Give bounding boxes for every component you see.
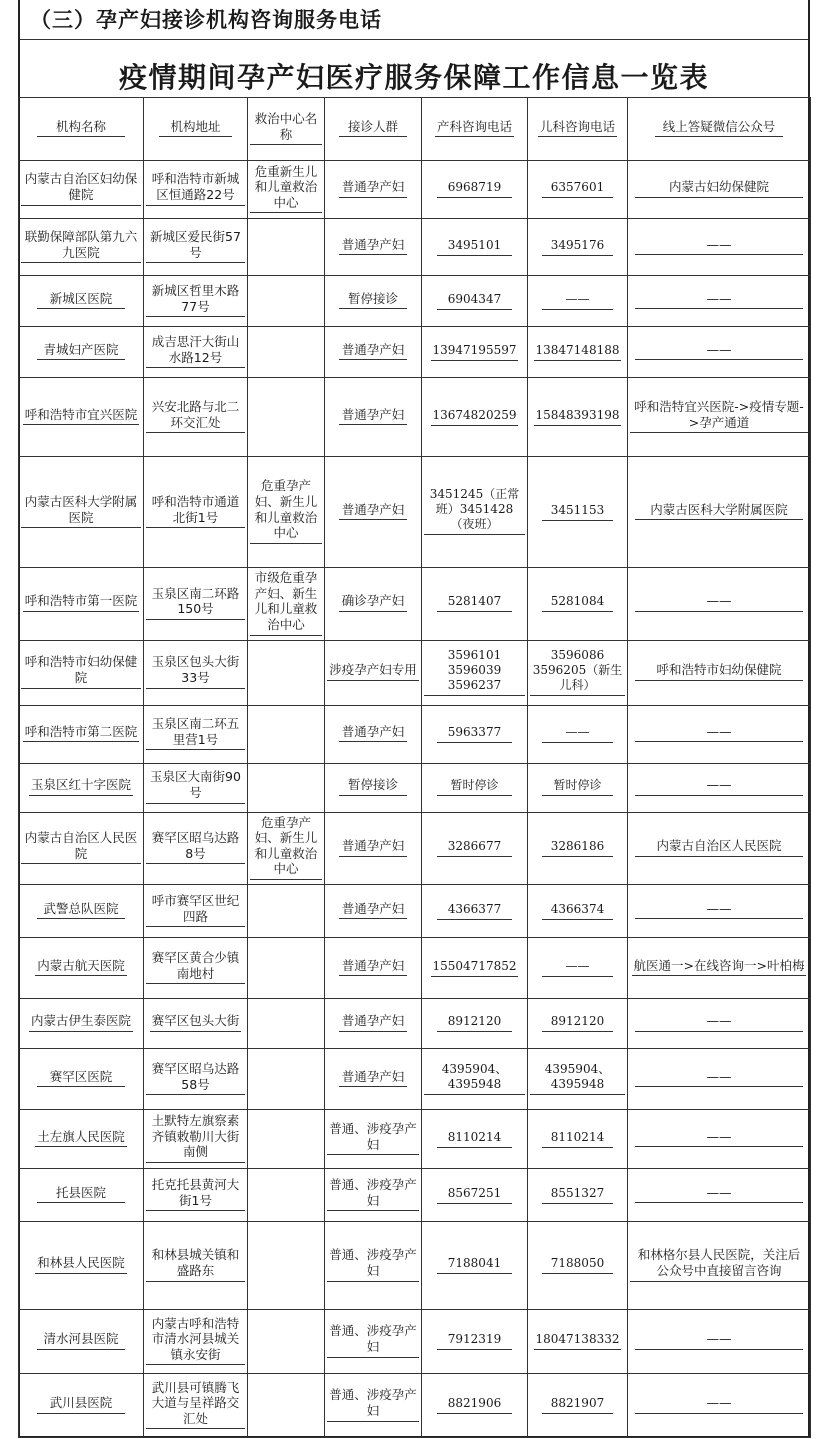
wechat-account-cell	[628, 327, 811, 378]
obstetrics-phone: 8821906	[437, 1396, 512, 1414]
pediatrics-phone-cell	[528, 1374, 628, 1438]
rescue-center-cell	[248, 1310, 325, 1374]
pediatrics-phone: 3286186	[542, 839, 613, 857]
institution-address: 呼市赛罕区世纪四路	[146, 893, 245, 927]
institution-name-cell	[19, 885, 144, 938]
patient-group-cell	[325, 999, 422, 1049]
obstetrics-phone: 3495101	[437, 238, 512, 256]
institution-name: 内蒙古航天医院	[35, 958, 127, 977]
pediatrics-phone-cell	[528, 1310, 628, 1374]
institution-name-cell	[19, 763, 144, 812]
wechat-account: ——	[635, 1129, 803, 1148]
table-row	[19, 812, 811, 885]
obstetrics-phone: 3596101 3596039 3596237	[424, 648, 525, 696]
institution-name-cell	[19, 378, 144, 457]
rescue-center-cell	[248, 999, 325, 1049]
pediatrics-phone-cell	[528, 1222, 628, 1310]
wechat-account: ——	[635, 342, 803, 361]
wechat-account: ——	[635, 237, 803, 256]
wechat-account-cell	[628, 568, 811, 641]
institution-name-cell	[19, 161, 144, 219]
patient-group-cell	[325, 276, 422, 327]
patient-group-cell	[325, 1310, 422, 1374]
institution-name-cell	[19, 1049, 144, 1110]
patient-group: 普通孕产妇	[339, 958, 407, 977]
table-row	[19, 276, 811, 327]
institution-name: 玉泉区红十字医院	[29, 777, 133, 796]
rescue-center: 危重孕产妇、新生儿和儿童救治中心	[250, 815, 322, 881]
table-row	[19, 161, 811, 219]
wechat-account-cell	[628, 938, 811, 999]
patient-group: 涉疫孕产妇专用	[327, 662, 419, 681]
institution-address-cell	[144, 327, 248, 378]
patient-group-cell	[325, 327, 422, 378]
obstetrics-phone: 13947195597	[431, 343, 519, 361]
pediatrics-phone: ——	[542, 292, 613, 310]
hospital-info-table	[18, 97, 811, 1438]
patient-group: 普通孕产妇	[339, 1069, 407, 1088]
table-row	[19, 1222, 811, 1310]
institution-name: 内蒙古伊生泰医院	[29, 1013, 133, 1032]
wechat-account: ——	[635, 1069, 803, 1088]
wechat-account: 内蒙古医科大学附属医院	[635, 502, 803, 521]
institution-name: 呼和浩特市第二医院	[23, 724, 140, 743]
institution-name-cell	[19, 568, 144, 641]
patient-group-cell	[325, 1374, 422, 1438]
pediatrics-phone: 18047138332	[534, 1332, 622, 1350]
institution-name: 呼和浩特市第一医院	[23, 593, 140, 612]
table-row	[19, 1049, 811, 1110]
institution-name-cell	[19, 457, 144, 568]
institution-name: 赛罕区医院	[37, 1069, 125, 1088]
institution-address-cell	[144, 812, 248, 885]
column-header-group: 接诊人群	[325, 98, 422, 161]
divider	[20, 39, 808, 40]
patient-group: 普通孕产妇	[339, 838, 407, 857]
pediatrics-phone-cell	[528, 568, 628, 641]
patient-group-cell	[325, 219, 422, 276]
table-header-row	[19, 98, 811, 161]
institution-name-cell	[19, 812, 144, 885]
pediatrics-phone-cell	[528, 1110, 628, 1169]
wechat-account-cell	[628, 1374, 811, 1438]
institution-address: 玉泉区南二环路150号	[146, 586, 245, 620]
wechat-account-cell	[628, 1049, 811, 1110]
institution-address: 呼和浩特市通道北街1号	[146, 494, 245, 528]
table-row	[19, 378, 811, 457]
wechat-account-cell	[628, 1110, 811, 1169]
institution-name: 武警总队医院	[37, 901, 125, 920]
patient-group: 普通孕产妇	[339, 1013, 407, 1032]
institution-address-cell	[144, 457, 248, 568]
patient-group-cell	[325, 1110, 422, 1169]
patient-group: 普通孕产妇	[339, 237, 407, 256]
obstetrics-phone-cell	[422, 812, 528, 885]
rescue-center: 市级危重孕产妇、新生儿和儿童救治中心	[250, 570, 322, 636]
obstetrics-phone-cell	[422, 327, 528, 378]
patient-group-cell	[325, 1169, 422, 1222]
institution-address: 托克托县黄河大街1号	[146, 1177, 245, 1211]
obstetrics-phone-cell	[422, 378, 528, 457]
obstetrics-phone-cell	[422, 1222, 528, 1310]
rescue-center-cell	[248, 276, 325, 327]
institution-name-cell	[19, 999, 144, 1049]
table-row	[19, 763, 811, 812]
table-row	[19, 219, 811, 276]
institution-address: 内蒙古呼和浩特市清水河县城关镇永安街	[146, 1316, 245, 1366]
table-row	[19, 1310, 811, 1374]
table-row	[19, 327, 811, 378]
institution-name-cell	[19, 1222, 144, 1310]
pediatrics-phone: 8110214	[542, 1130, 613, 1148]
obstetrics-phone: 6904347	[437, 292, 512, 310]
pediatrics-phone-cell	[528, 219, 628, 276]
institution-name-cell	[19, 1310, 144, 1374]
obstetrics-phone: 7912319	[437, 1332, 512, 1350]
pediatrics-phone: 4366374	[542, 902, 613, 920]
patient-group-cell	[325, 161, 422, 219]
wechat-account: 呼和浩特宜兴医院->疫情专题->孕产通道	[630, 399, 808, 433]
rescue-center: 危重孕产妇、新生儿和儿童救治中心	[250, 478, 322, 544]
pediatrics-phone-cell	[528, 457, 628, 568]
institution-address: 玉泉区大南街90号	[146, 769, 245, 803]
obstetrics-phone-cell	[422, 1310, 528, 1374]
patient-group: 普通孕产妇	[339, 724, 407, 743]
column-header-center: 救治中心名称	[248, 98, 325, 161]
pediatrics-phone: 6357601	[542, 180, 613, 198]
pediatrics-phone: 8912120	[542, 1014, 613, 1032]
obstetrics-phone-cell	[422, 1374, 528, 1438]
patient-group: 暂停接诊	[339, 291, 407, 310]
pediatrics-phone-cell	[528, 1169, 628, 1222]
pediatrics-phone-cell	[528, 812, 628, 885]
obstetrics-phone: 8912120	[437, 1014, 512, 1032]
obstetrics-phone-cell	[422, 938, 528, 999]
obstetrics-phone-cell	[422, 219, 528, 276]
institution-name-cell	[19, 327, 144, 378]
document-title: 疫情期间孕产妇医疗服务保障工作信息一览表	[118, 61, 709, 94]
pediatrics-phone: 7188050	[542, 1256, 613, 1274]
institution-address: 新城区爱民街57号	[146, 229, 245, 263]
pediatrics-phone: 15848393198	[534, 408, 622, 426]
column-header-address: 机构地址	[144, 98, 248, 161]
patient-group: 普通、涉疫孕产妇	[327, 1387, 419, 1421]
wechat-account: ——	[635, 1331, 803, 1350]
institution-address-cell	[144, 885, 248, 938]
rescue-center-cell	[248, 327, 325, 378]
wechat-account: ——	[635, 1395, 803, 1414]
institution-name: 联勤保障部队第九六九医院	[21, 229, 141, 263]
institution-address: 玉泉区南二环五里营1号	[146, 716, 245, 750]
institution-address-cell	[144, 938, 248, 999]
institution-address-cell	[144, 378, 248, 457]
obstetrics-phone-cell	[422, 161, 528, 219]
wechat-account: 呼和浩特市妇幼保健院	[635, 662, 803, 681]
obstetrics-phone-cell	[422, 276, 528, 327]
institution-name: 托县医院	[37, 1185, 125, 1204]
obstetrics-phone-cell	[422, 568, 528, 641]
obstetrics-phone-cell	[422, 1169, 528, 1222]
column-header-name: 机构名称	[19, 98, 144, 161]
institution-address: 土默特左旗察素齐镇敕勒川大街南侧	[146, 1113, 245, 1163]
institution-address-cell	[144, 763, 248, 812]
pediatrics-phone: 8821907	[542, 1396, 613, 1414]
wechat-account-cell	[628, 1169, 811, 1222]
institution-address-cell	[144, 568, 248, 641]
wechat-account-cell	[628, 276, 811, 327]
institution-address-cell	[144, 1169, 248, 1222]
wechat-account: 和林格尔县人民医院，关注后公众号中直接留言咨询	[630, 1247, 808, 1281]
patient-group: 普通、涉疫孕产妇	[327, 1247, 419, 1281]
patient-group-cell	[325, 457, 422, 568]
institution-address-cell	[144, 999, 248, 1049]
pediatrics-phone: 暂时停诊	[542, 778, 613, 796]
patient-group: 普通、涉疫孕产妇	[327, 1323, 419, 1357]
pediatrics-phone: 13847148188	[534, 343, 622, 361]
institution-name: 内蒙古医科大学附属医院	[21, 494, 141, 528]
institution-name-cell	[19, 705, 144, 763]
pediatrics-phone-cell	[528, 276, 628, 327]
wechat-account: 内蒙古妇幼保健院	[635, 179, 803, 198]
rescue-center-cell	[248, 1049, 325, 1110]
wechat-account: ——	[635, 1013, 803, 1032]
table-row	[19, 568, 811, 641]
rescue-center-cell	[248, 1110, 325, 1169]
rescue-center-cell	[248, 812, 325, 885]
institution-name: 呼和浩特市妇幼保健院	[21, 654, 141, 688]
rescue-center-cell	[248, 1374, 325, 1438]
institution-name: 新城区医院	[37, 291, 125, 310]
column-header-wechat: 线上答疑微信公众号	[628, 98, 811, 161]
institution-address: 和林县城关镇和盛路东	[146, 1247, 245, 1281]
obstetrics-phone: 5281407	[437, 594, 512, 612]
institution-address: 赛罕区昭乌达路58号	[146, 1061, 245, 1095]
institution-name: 清水河县医院	[37, 1331, 125, 1350]
wechat-account-cell	[628, 161, 811, 219]
institution-address: 赛罕区昭乌达路8号	[146, 830, 245, 864]
patient-group-cell	[325, 640, 422, 705]
patient-group: 普通、涉疫孕产妇	[327, 1121, 419, 1155]
obstetrics-phone-cell	[422, 885, 528, 938]
obstetrics-phone-cell	[422, 640, 528, 705]
rescue-center: 危重新生儿和儿童救治中心	[250, 164, 322, 214]
table-row	[19, 938, 811, 999]
section-heading: （三）孕产妇接诊机构咨询服务电话	[30, 8, 382, 32]
wechat-account: 航医通一>在线咨询一>叶柏梅	[632, 958, 807, 977]
pediatrics-phone: 5281084	[542, 594, 613, 612]
table-row	[19, 705, 811, 763]
wechat-account-cell	[628, 1310, 811, 1374]
patient-group: 确诊孕产妇	[339, 593, 407, 612]
institution-address-cell	[144, 161, 248, 219]
pediatrics-phone-cell	[528, 763, 628, 812]
pediatrics-phone-cell	[528, 327, 628, 378]
rescue-center-cell	[248, 219, 325, 276]
obstetrics-phone: 5963377	[437, 725, 512, 743]
institution-address-cell	[144, 705, 248, 763]
institution-address: 呼和浩特市新城区恒通路22号	[146, 171, 245, 205]
institution-address: 赛罕区包头大街	[150, 1013, 242, 1032]
pediatrics-phone-cell	[528, 1049, 628, 1110]
wechat-account-cell	[628, 457, 811, 568]
institution-address-cell	[144, 219, 248, 276]
wechat-account-cell	[628, 640, 811, 705]
rescue-center-cell	[248, 378, 325, 457]
institution-address-cell	[144, 1049, 248, 1110]
column-header-ped-phone: 儿科咨询电话	[528, 98, 628, 161]
obstetrics-phone: 8567251	[437, 1186, 512, 1204]
institution-address: 武川县可镇腾飞大道与呈祥路交汇处	[146, 1380, 245, 1430]
institution-name: 呼和浩特市宜兴医院	[23, 407, 140, 426]
patient-group-cell	[325, 885, 422, 938]
wechat-account: 内蒙古自治区人民医院	[635, 838, 803, 857]
rescue-center-cell	[248, 457, 325, 568]
obstetrics-phone-cell	[422, 457, 528, 568]
wechat-account-cell	[628, 763, 811, 812]
patient-group: 普通孕产妇	[339, 407, 407, 426]
institution-address: 赛罕区黄合少镇南地村	[146, 950, 245, 984]
institution-name: 内蒙古自治区人民医院	[21, 830, 141, 864]
patient-group: 普通、涉疫孕产妇	[327, 1177, 419, 1211]
patient-group: 普通孕产妇	[339, 901, 407, 920]
obstetrics-phone-cell	[422, 705, 528, 763]
obstetrics-phone: 4395904、4395948	[424, 1062, 525, 1095]
patient-group: 普通孕产妇	[339, 342, 407, 361]
obstetrics-phone-cell	[422, 999, 528, 1049]
patient-group-cell	[325, 705, 422, 763]
pediatrics-phone-cell	[528, 161, 628, 219]
institution-name-cell	[19, 1374, 144, 1438]
obstetrics-phone: 15504717852	[431, 959, 519, 977]
institution-address: 新城区哲里木路77号	[146, 283, 245, 317]
patient-group-cell	[325, 568, 422, 641]
pediatrics-phone-cell	[528, 938, 628, 999]
table-row	[19, 885, 811, 938]
institution-name: 青城妇产医院	[37, 342, 125, 361]
pediatrics-phone: ——	[542, 725, 613, 743]
patient-group: 暂停接诊	[339, 777, 407, 796]
rescue-center-cell	[248, 568, 325, 641]
pediatrics-phone: 4395904、4395948	[530, 1062, 625, 1095]
table-row	[19, 457, 811, 568]
wechat-account: ——	[635, 901, 803, 920]
institution-name: 土左旗人民医院	[35, 1129, 127, 1148]
wechat-account: ——	[635, 1185, 803, 1204]
wechat-account-cell	[628, 1222, 811, 1310]
institution-name: 和林县人民医院	[35, 1255, 127, 1274]
table-row	[19, 640, 811, 705]
institution-name-cell	[19, 640, 144, 705]
wechat-account-cell	[628, 885, 811, 938]
institution-name-cell	[19, 1169, 144, 1222]
pediatrics-phone-cell	[528, 378, 628, 457]
obstetrics-phone: 13674820259	[431, 408, 519, 426]
institution-name-cell	[19, 1110, 144, 1169]
wechat-account-cell	[628, 378, 811, 457]
patient-group-cell	[325, 378, 422, 457]
table-row	[19, 1110, 811, 1169]
patient-group-cell	[325, 1049, 422, 1110]
institution-address-cell	[144, 276, 248, 327]
pediatrics-phone-cell	[528, 885, 628, 938]
rescue-center-cell	[248, 763, 325, 812]
wechat-account: ——	[635, 777, 803, 796]
table-row	[19, 1169, 811, 1222]
institution-address-cell	[144, 1110, 248, 1169]
pediatrics-phone-cell	[528, 705, 628, 763]
rescue-center-cell	[248, 1222, 325, 1310]
pediatrics-phone: 3495176	[542, 238, 613, 256]
obstetrics-phone: 6968719	[437, 180, 512, 198]
pediatrics-phone: ——	[542, 959, 613, 977]
document-frame	[18, 0, 810, 1438]
institution-address: 玉泉区包头大街33号	[146, 654, 245, 688]
institution-address: 成吉思汗大街山水路12号	[146, 334, 245, 368]
institution-name: 内蒙古自治区妇幼保健院	[21, 171, 141, 205]
institution-name: 武川县医院	[37, 1395, 125, 1414]
obstetrics-phone-cell	[422, 1049, 528, 1110]
obstetrics-phone: 3286677	[437, 839, 512, 857]
wechat-account: ——	[635, 593, 803, 612]
patient-group: 普通孕产妇	[339, 502, 407, 521]
rescue-center-cell	[248, 705, 325, 763]
pediatrics-phone-cell	[528, 999, 628, 1049]
obstetrics-phone-cell	[422, 763, 528, 812]
wechat-account-cell	[628, 999, 811, 1049]
patient-group: 普通孕产妇	[339, 179, 407, 198]
institution-address-cell	[144, 1222, 248, 1310]
obstetrics-phone-cell	[422, 1110, 528, 1169]
obstetrics-phone: 4366377	[437, 902, 512, 920]
obstetrics-phone: 8110214	[437, 1130, 512, 1148]
pediatrics-phone: 3451153	[542, 503, 613, 521]
wechat-account: ——	[635, 724, 803, 743]
institution-address-cell	[144, 640, 248, 705]
institution-name-cell	[19, 938, 144, 999]
institution-address-cell	[144, 1374, 248, 1438]
table-row	[19, 999, 811, 1049]
rescue-center-cell	[248, 161, 325, 219]
pediatrics-phone: 3596086 3596205（新生儿科）	[530, 648, 625, 696]
patient-group-cell	[325, 763, 422, 812]
institution-address-cell	[144, 1310, 248, 1374]
institution-address: 兴安北路与北二环交汇处	[146, 399, 245, 433]
rescue-center-cell	[248, 938, 325, 999]
wechat-account-cell	[628, 705, 811, 763]
obstetrics-phone: 7188041	[437, 1256, 512, 1274]
rescue-center-cell	[248, 1169, 325, 1222]
wechat-account-cell	[628, 812, 811, 885]
patient-group-cell	[325, 812, 422, 885]
obstetrics-phone: 暂时停诊	[437, 778, 512, 796]
institution-name-cell	[19, 276, 144, 327]
pediatrics-phone: 8551327	[542, 1186, 613, 1204]
patient-group-cell	[325, 938, 422, 999]
wechat-account-cell	[628, 219, 811, 276]
column-header-ob-phone: 产科咨询电话	[422, 98, 528, 161]
patient-group-cell	[325, 1222, 422, 1310]
wechat-account: ——	[635, 291, 803, 310]
institution-name-cell	[19, 219, 144, 276]
rescue-center-cell	[248, 640, 325, 705]
pediatrics-phone-cell	[528, 640, 628, 705]
table-row	[19, 1374, 811, 1438]
rescue-center-cell	[248, 885, 325, 938]
obstetrics-phone: 3451245（正常班）3451428（夜班）	[424, 487, 525, 535]
